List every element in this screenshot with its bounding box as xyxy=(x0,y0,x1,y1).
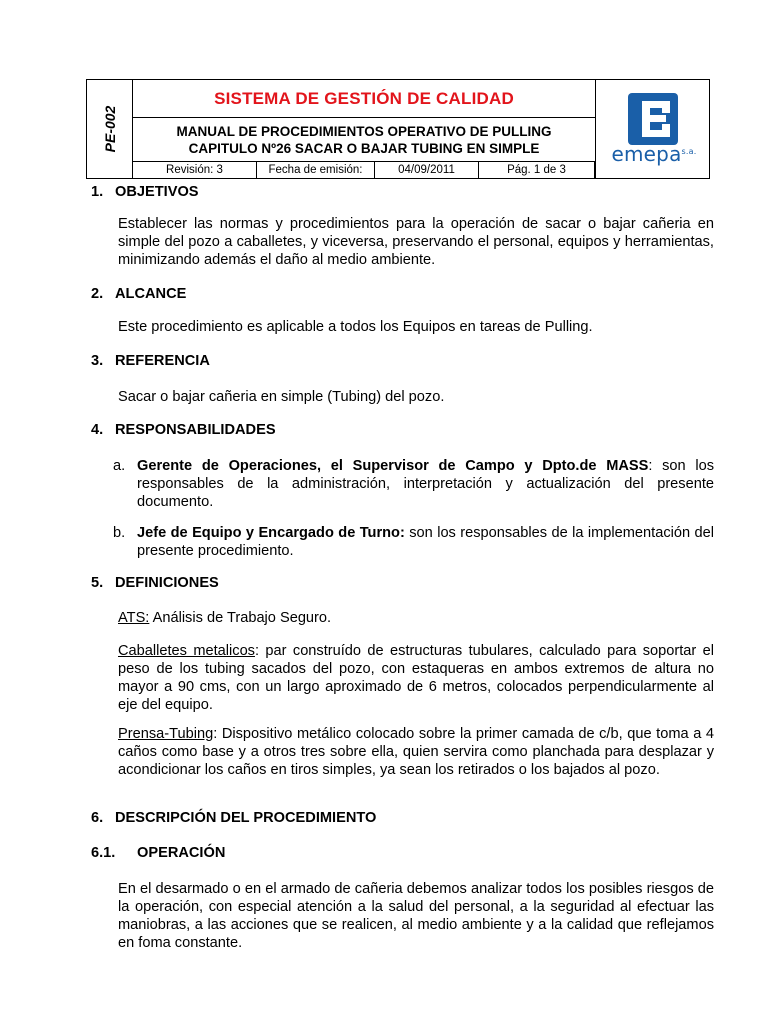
section-heading-descripcion: 6. DESCRIPCIÓN DEL PROCEDIMIENTO xyxy=(91,810,377,826)
issue-date: 04/09/2011 xyxy=(375,162,479,178)
system-title-cell xyxy=(133,80,595,118)
issue-date-label: Fecha de emisión: xyxy=(257,162,375,178)
system-title: SISTEMA DE GESTIÓN DE CALIDAD xyxy=(214,88,514,108)
company-logo xyxy=(595,80,709,178)
definicion-ats: ATS: Análisis de Trabajo Seguro. xyxy=(118,610,332,626)
objetivos-text: Establecer las normas y procedimientos para la operación de sacar o bajar cañeria en simple del pozo a caballetes, y viceversa, preservando el personal, equipos y herramientas, minimizando además el daño al medio ambiente. xyxy=(118,216,714,268)
section-heading-responsabilidades: 4. RESPONSABILIDADES xyxy=(91,422,276,438)
document-meta-row xyxy=(133,162,595,178)
manual-title-cell xyxy=(133,118,595,162)
section-heading-objetivos: 1. OBJETIVOS xyxy=(91,184,199,200)
referencia-text: Sacar o bajar cañeria en simple (Tubing) del pozo. xyxy=(118,389,445,405)
responsabilidad-item: b. Jefe de Equipo y Encargado de Turno: son los responsables de la implementación del presente procedimiento. xyxy=(113,525,714,559)
section-heading-referencia: 3. REFERENCIA xyxy=(91,353,210,369)
manual-title-line2: CAPITULO Nº26 SACAR O BAJAR TUBING EN SIMPLE xyxy=(188,140,540,156)
company-name: emepa$^{s.a.}$ xyxy=(611,142,697,166)
operacion-text: En el desarmado o en el armado de cañeria debemos analizar todos los posibles riesgos de la operación, con especial atención a la salud del personal, a la seguridad al efectuar las maniobras, a las acciones que se realicen, al medio ambiente y a la calidad que reflejamos en foma constante. xyxy=(118,881,714,951)
doc-code: PE-002 xyxy=(101,105,118,153)
document-header xyxy=(86,79,710,179)
responsabilidad-item: a. Gerente de Operaciones, el Supervisor de Campo y Dpto.de MASS: son los responsables de la administración, interpretación y actualización del presente documento. xyxy=(113,458,714,510)
definicion-caballetes: Caballetes metalicos: par construído de estructuras tubulares, calculado para soportar el peso de los tubing sacados del pozo, con estaqueras en ambos extremos de altura no mayor a 90 cms, con un largo aproximado de 6 metros, colocados perpendicularmente al eje del equipo. xyxy=(118,643,714,713)
section-heading-alcance: 2. ALCANCE xyxy=(91,286,187,302)
definicion-prensa-tubing: Prensa-Tubing: Dispositivo metálico colocado sobre la primer camada de c/b, que toma a 4 caños como base y a otros tres sobre ella, quien servira como planchada para desplazar y acondicionar los caños en tiros simples, ya sean los retirados o los bajados al pozo. xyxy=(118,726,714,778)
doc-code-cell xyxy=(87,80,133,178)
subsection-heading-operacion: 6.1. OPERACIÓN xyxy=(91,845,226,861)
revision: Revisión: 3 xyxy=(133,162,257,178)
page-number: Pág. 1 de 3 xyxy=(479,162,595,178)
alcance-text: Este procedimiento es aplicable a todos los Equipos en tareas de Pulling. xyxy=(118,319,593,335)
manual-title-line1: MANUAL DE PROCEDIMIENTOS OPERATIVO DE PULLING xyxy=(176,123,552,139)
emepa-e-logo-icon xyxy=(628,93,678,145)
section-heading-definiciones: 5. DEFINICIONES xyxy=(91,575,219,591)
